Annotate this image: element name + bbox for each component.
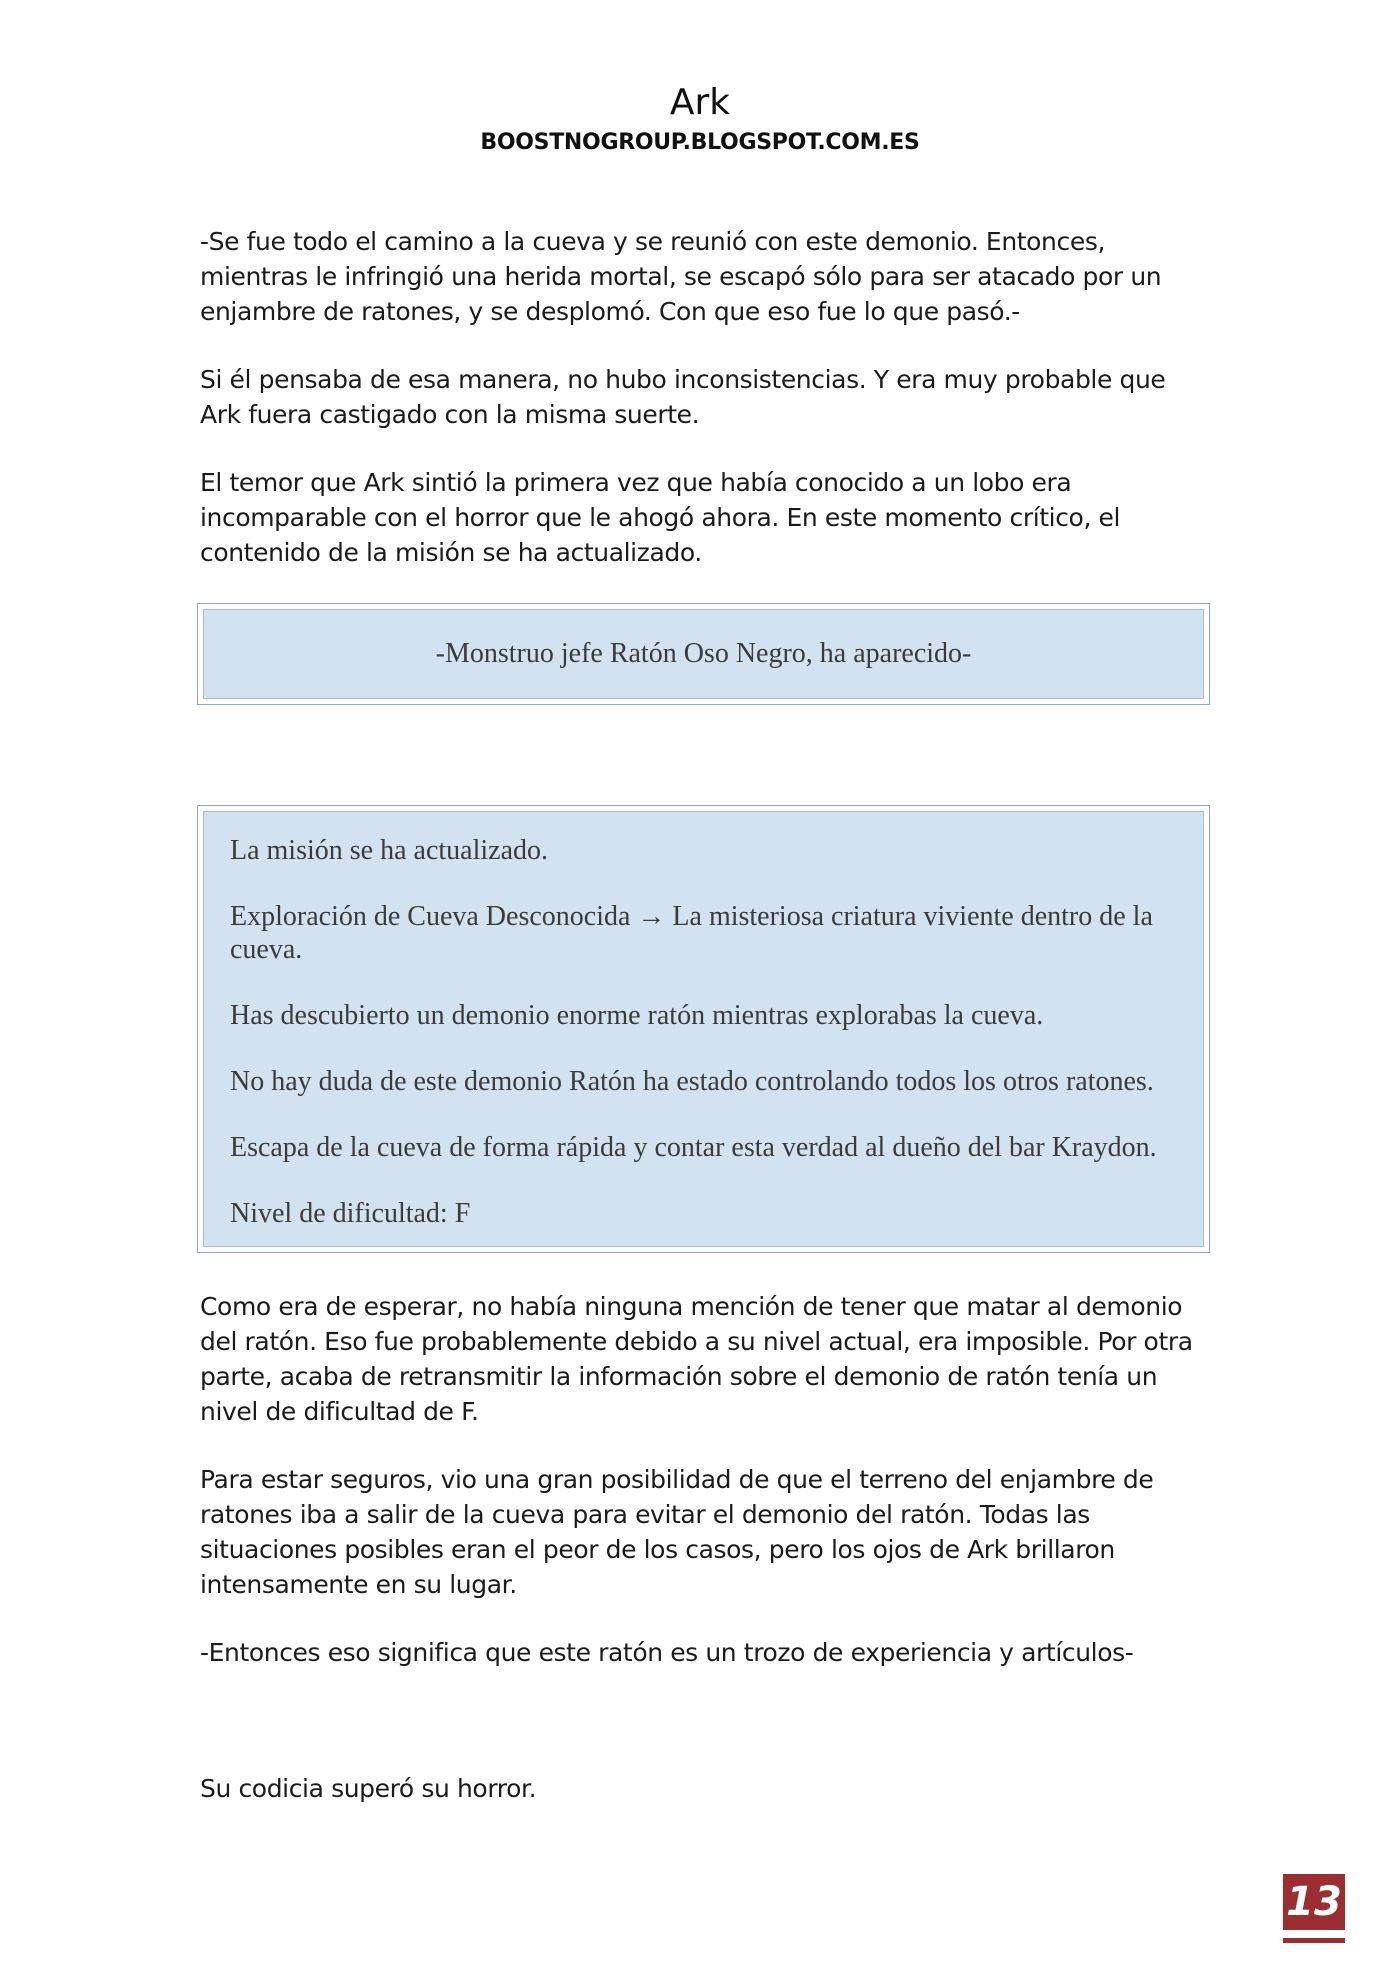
paragraph-5: Para estar seguros, vio una gran posibilidad de que el terreno del enjambre de ratones iba a salir de la cueva para evitar el demonio del ratón. Todas las situaciones posibles eran el peor de los casos, pero los ojos de Ark brillaron intensamente en su lugar. — [200, 1465, 1154, 1599]
paragraph-4: Como era de esperar, no había ninguna mención de tener que matar al demonio del ratón. Eso fue probablemente debido a su nivel actual, era imposible. Por otra parte, acaba de retransmitir la información sobre el demonio de ratón tenía un nivel de dificultad de F. — [200, 1292, 1193, 1426]
quest-line-objective: Escapa de la cueva de forma rápida y contar esta verdad al dueño del bar Kraydon. — [230, 1132, 1157, 1163]
paragraph-6: -Entonces eso significa que este ratón es un trozo de experiencia y artículos- — [200, 1638, 1134, 1667]
announcement-box — [197, 603, 1210, 705]
quest-update-box — [197, 805, 1210, 1253]
paragraph-7: Su codicia superó su horror. — [200, 1774, 537, 1803]
quest-line-discovery: Has descubierto un demonio enorme ratón mientras explorabas la cueva. — [230, 1000, 1044, 1031]
header-title: Ark — [669, 82, 731, 123]
page-number-underline — [1283, 1938, 1345, 1943]
quest-line-control: No hay duda de este demonio Ratón ha estado controlando todos los otros ratones. — [230, 1066, 1154, 1097]
quest-line-title: Exploración de Cueva Desconocida → La misteriosa criatura viviente dentro de la cueva. — [230, 901, 1153, 965]
quest-line-difficulty: Nivel de dificultad: F — [230, 1198, 471, 1229]
quest-line-updated: La misión se ha actualizado. — [230, 835, 548, 866]
page-header — [0, 80, 1400, 158]
spacer — [200, 1703, 1212, 1771]
paragraph-1: -Se fue todo el camino a la cueva y se reunió con este demonio. Entonces, mientras le infringió una herida mortal, se escapó sólo para ser atacado por un enjambre de ratones, y se desplomó. Con que eso fue lo que pasó.- — [200, 227, 1162, 326]
paragraphs-after — [200, 1289, 1212, 1806]
page-content — [200, 224, 1212, 1839]
header-subtitle: BOOSTNOGROUP.BLOGSPOT.COM.ES — [480, 130, 920, 155]
page-number-badge: 13 — [1283, 1874, 1345, 1930]
quest-update-box-inner — [203, 811, 1204, 1247]
paragraph-3: El temor que Ark sintió la primera vez que había conocido a un lobo era incomparable con el horror que le ahogó ahora. En este momento crítico, el contenido de la misión se ha actualizado. — [200, 468, 1121, 567]
announcement-text: -Monstruo jefe Ratón Oso Negro, ha aparecido- — [435, 638, 972, 669]
paragraph-2: Si él pensaba de esa manera, no hubo inconsistencias. Y era muy probable que Ark fuera castigado con la misma suerte. — [200, 365, 1166, 429]
announcement-box-inner — [203, 609, 1204, 699]
